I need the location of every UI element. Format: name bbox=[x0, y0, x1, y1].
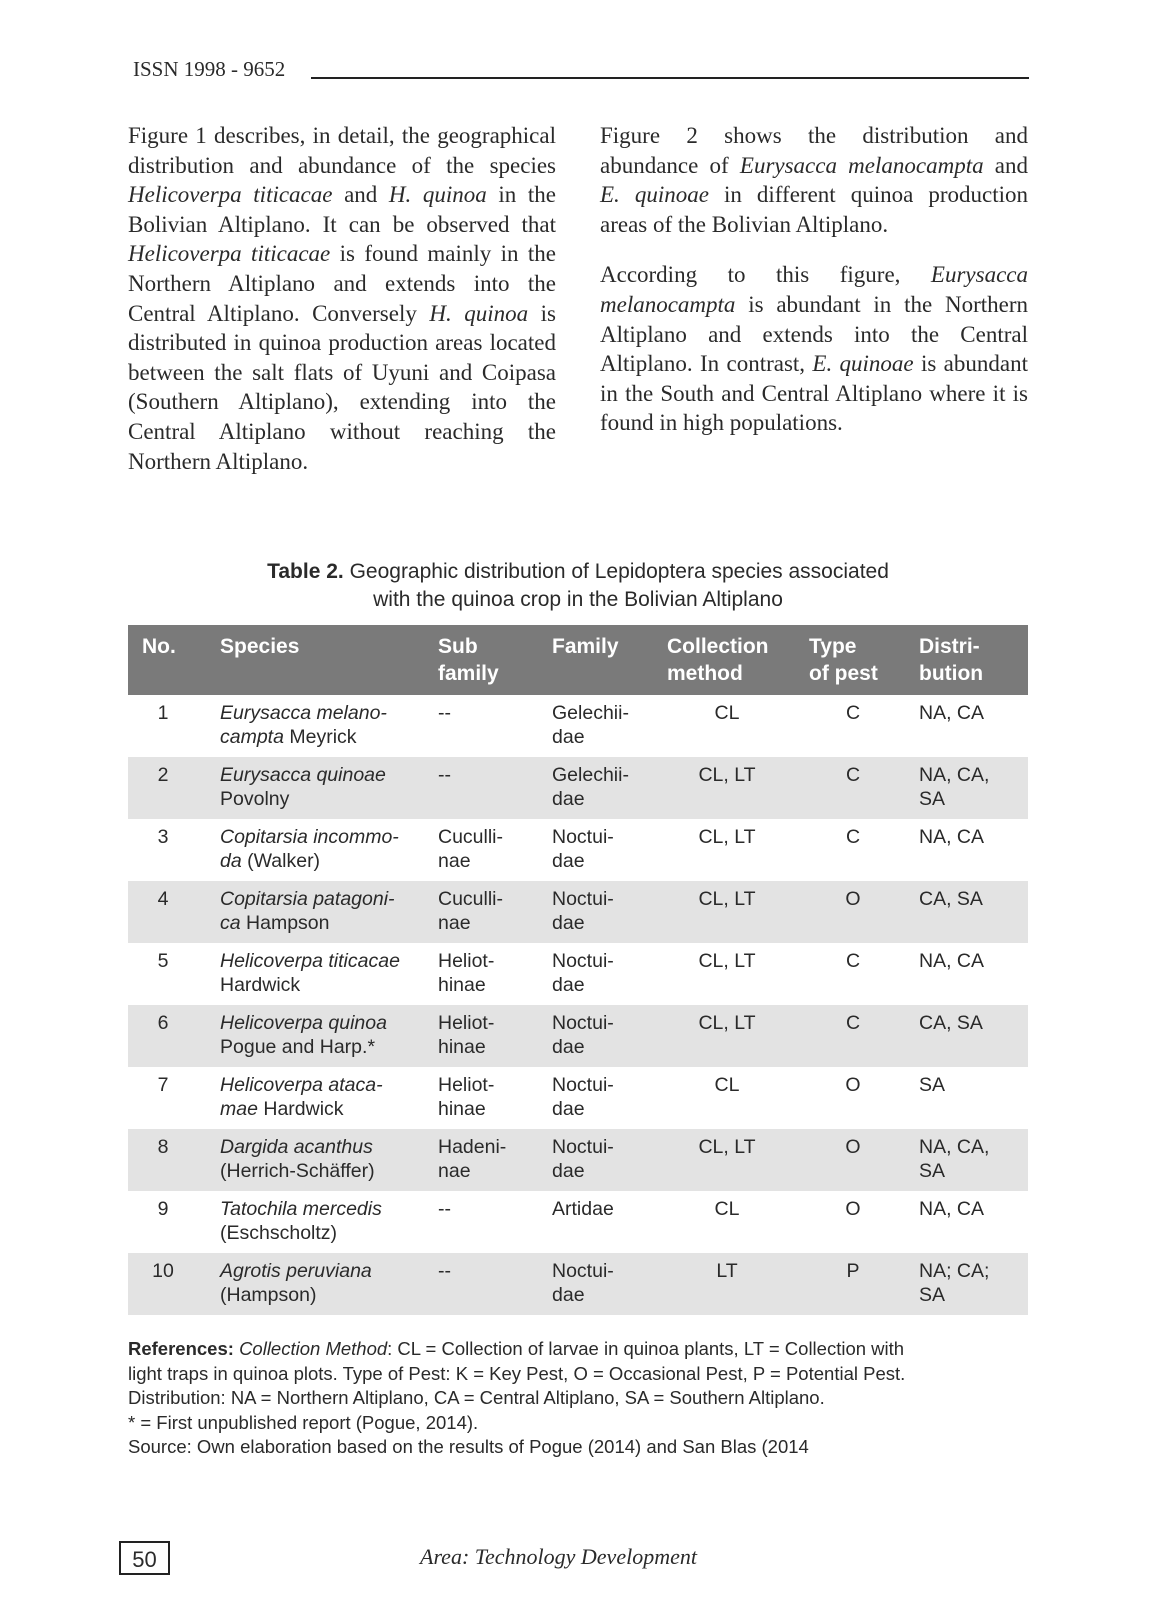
page-number: 50 bbox=[119, 1541, 170, 1575]
species-cell bbox=[206, 1129, 424, 1191]
cell-line: NA, CA bbox=[919, 1198, 985, 1220]
family-cell bbox=[538, 1191, 653, 1253]
row-number-cell: 4 bbox=[128, 881, 206, 943]
cell-line: Noctui- bbox=[552, 888, 614, 910]
table-row bbox=[128, 943, 1028, 1005]
subfamily-cell bbox=[424, 1005, 538, 1067]
pest-type-cell: O bbox=[795, 1129, 905, 1191]
text-run: ca bbox=[220, 912, 241, 934]
cell-line: NA, CA bbox=[919, 702, 985, 724]
note-line bbox=[128, 1435, 1028, 1460]
row-number-cell: 6 bbox=[128, 1005, 206, 1067]
family-cell bbox=[538, 695, 653, 757]
cell-line: family bbox=[438, 662, 499, 685]
cell-line: Noctui- bbox=[552, 1012, 614, 1034]
text-run: Tatochila mercedis bbox=[220, 1198, 382, 1220]
pest-type-cell: O bbox=[795, 881, 905, 943]
row-number-cell: 9 bbox=[157, 1198, 169, 1220]
text-run: Collection Method bbox=[239, 1338, 388, 1359]
row-number-cell: 2 bbox=[128, 757, 206, 819]
distribution-cell bbox=[905, 819, 1028, 881]
table-caption-line1: Geographic distribution of Lepidoptera species associated bbox=[343, 560, 889, 583]
collection-method-cell: CL, LT bbox=[698, 826, 756, 848]
text-run: E. quinoae bbox=[600, 182, 709, 208]
cell-line: CA, SA bbox=[919, 1012, 983, 1034]
collection-method-cell: CL, LT bbox=[698, 950, 756, 972]
note-line bbox=[128, 1411, 1028, 1436]
distribution-cell bbox=[905, 943, 1028, 1005]
text-run: Meyrick bbox=[283, 726, 357, 748]
cell-line: SA bbox=[919, 1160, 946, 1182]
cell-line: dae bbox=[552, 726, 585, 748]
cell-line: Noctui- bbox=[552, 1260, 614, 1282]
text-run: Helicoverpa titicacae bbox=[128, 182, 333, 208]
distribution-cell bbox=[905, 695, 1028, 757]
text-run: is found mainly in the Northern Altiplano and extends into the Central Altiplano. Conversely bbox=[128, 241, 556, 326]
subfamily-cell bbox=[424, 1191, 538, 1253]
distribution-cell bbox=[905, 1191, 1028, 1253]
text-run: Hardwick bbox=[220, 974, 301, 996]
family-cell bbox=[538, 1253, 653, 1315]
cell-line: nae bbox=[438, 850, 471, 872]
distribution-cell bbox=[905, 757, 1028, 819]
subfamily-cell bbox=[424, 757, 538, 819]
table-row bbox=[128, 1129, 1028, 1191]
text-run: Figure 1 describes, in detail, the geographical distribution and abundance of the species bbox=[128, 123, 556, 178]
cell-line: CA, SA bbox=[919, 888, 983, 910]
cell-line: Family bbox=[552, 635, 619, 658]
subfamily-cell bbox=[424, 819, 538, 881]
table-header-row bbox=[128, 625, 1028, 695]
column-header bbox=[128, 625, 206, 695]
cell-line: hinae bbox=[438, 1098, 486, 1120]
text-run: Dargida acanthus bbox=[220, 1136, 373, 1158]
body-paragraph bbox=[128, 121, 556, 476]
cell-line: -- bbox=[438, 1260, 451, 1282]
text-run: (Walker) bbox=[241, 850, 321, 872]
text-run: Agrotis peruviana bbox=[220, 1260, 372, 1282]
cell-line: SA bbox=[919, 1074, 946, 1096]
species-cell bbox=[206, 819, 424, 881]
subfamily-cell bbox=[424, 1067, 538, 1129]
text-run: Helicoverpa titicacae bbox=[128, 241, 331, 267]
cell-line: of pest bbox=[809, 662, 878, 685]
species-cell bbox=[206, 1191, 424, 1253]
column-header bbox=[795, 625, 905, 695]
note-line bbox=[128, 1386, 1028, 1411]
cell-line: Noctui- bbox=[552, 826, 614, 848]
cell-line: nae bbox=[438, 912, 471, 934]
species-cell bbox=[206, 1253, 424, 1315]
cell-line: Type bbox=[809, 635, 857, 658]
text-run: is abundant in the South and Central Altiplano where it is found in high populations. bbox=[600, 351, 1028, 436]
cell-line: nae bbox=[438, 1160, 471, 1182]
note-line bbox=[128, 1362, 1028, 1387]
text-run: H. quinoa bbox=[388, 182, 487, 208]
pest-type-cell: C bbox=[795, 1005, 905, 1067]
text-run: campta bbox=[220, 726, 284, 748]
collection-method-cell: CL, LT bbox=[653, 1005, 795, 1067]
pest-type-cell: O bbox=[845, 1198, 861, 1220]
distribution-cell bbox=[905, 1129, 1028, 1191]
collection-method-cell: CL bbox=[714, 1198, 740, 1220]
family-cell bbox=[538, 1005, 653, 1067]
cell-line: NA, CA bbox=[919, 950, 985, 972]
cell-line: No. bbox=[142, 635, 176, 658]
cell-line: -- bbox=[438, 764, 451, 786]
text-run: Pogue and Harp.* bbox=[220, 1036, 376, 1058]
cell-line: Heliot- bbox=[438, 950, 495, 972]
text-run: Hampson bbox=[240, 912, 330, 934]
cell-line: SA bbox=[919, 1284, 946, 1306]
text-run: According to this figure, bbox=[600, 262, 931, 288]
table-row bbox=[128, 695, 1028, 757]
family-cell bbox=[538, 819, 653, 881]
table-caption-line2: with the quinoa crop in the Bolivian Altiplano bbox=[373, 588, 783, 611]
text-run: Distribution: NA = Northern Altiplano, CA = Central Altiplano, SA = Southern Altiplano. bbox=[128, 1387, 825, 1408]
cell-line: Noctui- bbox=[552, 950, 614, 972]
text-run: Copitarsia patagoni- bbox=[220, 888, 395, 910]
cell-line: Cuculli- bbox=[438, 888, 504, 910]
cell-line: dae bbox=[552, 850, 585, 872]
cell-line: SA bbox=[919, 788, 946, 810]
note-line bbox=[128, 1337, 1028, 1362]
right-text-column bbox=[600, 121, 1028, 438]
cell-line: dae bbox=[552, 1098, 585, 1120]
cell-line: hinae bbox=[438, 1036, 486, 1058]
family-cell bbox=[538, 757, 653, 819]
cell-line: Sub bbox=[438, 635, 478, 658]
species-cell bbox=[206, 1067, 424, 1129]
footer-area-label: Area: Technology Development bbox=[420, 1544, 697, 1569]
cell-line: NA; CA; bbox=[919, 1260, 990, 1282]
collection-method-cell: CL, LT bbox=[653, 881, 795, 943]
cell-line: Cuculli- bbox=[438, 826, 504, 848]
species-cell bbox=[206, 757, 424, 819]
row-number-cell: 8 bbox=[128, 1129, 206, 1191]
text-run: (Herrich-Schäffer) bbox=[220, 1160, 375, 1182]
subfamily-cell bbox=[424, 1129, 538, 1191]
pest-type-cell: C bbox=[845, 826, 861, 848]
column-header bbox=[905, 625, 1028, 695]
species-cell bbox=[206, 943, 424, 1005]
cell-line: -- bbox=[438, 1198, 451, 1220]
left-text-column bbox=[128, 121, 556, 476]
table-row bbox=[128, 819, 1028, 881]
body-paragraph bbox=[600, 121, 1028, 239]
cell-line: NA, CA, bbox=[919, 764, 990, 786]
family-cell bbox=[538, 1129, 653, 1191]
row-number-cell: 7 bbox=[157, 1074, 169, 1096]
text-run: E. quinoae bbox=[812, 351, 914, 377]
cell-line: Species bbox=[220, 635, 300, 658]
table-row bbox=[128, 1253, 1028, 1315]
table-row bbox=[128, 881, 1028, 943]
cell-line: method bbox=[667, 662, 743, 685]
cell-line: Hadeni- bbox=[438, 1136, 507, 1158]
collection-method-cell: LT bbox=[653, 1253, 795, 1315]
column-header bbox=[424, 625, 538, 695]
row-number-cell: 3 bbox=[157, 826, 169, 848]
cell-line: dae bbox=[552, 788, 585, 810]
text-run: Helicoverpa quinoa bbox=[220, 1012, 387, 1034]
species-distribution-table bbox=[128, 625, 1028, 1315]
pest-type-cell: C bbox=[845, 950, 861, 972]
text-run: Figure 2 shows the distribution and abundance of bbox=[600, 123, 1028, 178]
table-row bbox=[128, 1067, 1028, 1129]
cell-line: Gelechii- bbox=[552, 702, 629, 724]
collection-method-cell: CL, LT bbox=[653, 757, 795, 819]
text-run: References: bbox=[128, 1338, 234, 1359]
family-cell bbox=[538, 1067, 653, 1129]
table-caption-label: Table 2. bbox=[267, 560, 344, 583]
text-run: : CL = Collection of larvae in quinoa plants, LT = Collection with bbox=[387, 1338, 905, 1359]
subfamily-cell bbox=[424, 1253, 538, 1315]
text-run: is distributed in quinoa production areas located between the salt flats of Uyuni and Coipasa (Southern Altiplano), extending into the Central Altiplano without reaching the Northern Altiplano. bbox=[128, 300, 556, 474]
text-run: Povolny bbox=[220, 788, 290, 810]
cell-line: bution bbox=[919, 662, 984, 685]
text-run: Hardwick bbox=[257, 1098, 344, 1120]
text-run: in the Bolivian Altiplano. It can be observed that bbox=[128, 182, 556, 237]
text-run: in different quinoa production areas of the Bolivian Altiplano. bbox=[600, 182, 1028, 237]
collection-method-cell: CL bbox=[714, 1074, 740, 1096]
table-row bbox=[128, 1191, 1028, 1253]
cell-line: Distri- bbox=[919, 635, 980, 658]
table-notes bbox=[128, 1337, 1028, 1460]
row-number-cell: 5 bbox=[157, 950, 169, 972]
collection-method-cell: CL bbox=[714, 702, 740, 724]
column-header bbox=[538, 625, 653, 695]
text-run: H. quinoa bbox=[429, 300, 529, 326]
cell-line: Heliot- bbox=[438, 1012, 495, 1034]
column-header bbox=[653, 625, 795, 695]
distribution-cell bbox=[905, 1253, 1028, 1315]
column-header bbox=[206, 625, 424, 695]
family-cell bbox=[538, 881, 653, 943]
distribution-cell bbox=[905, 881, 1028, 943]
cell-line: Heliot- bbox=[438, 1074, 495, 1096]
text-run: Eurysacca melano- bbox=[220, 702, 387, 724]
species-cell bbox=[206, 1005, 424, 1067]
cell-line: NA, CA bbox=[919, 826, 985, 848]
text-run: (Hampson) bbox=[220, 1284, 317, 1306]
row-number-cell: 10 bbox=[128, 1253, 206, 1315]
table-body bbox=[128, 695, 1028, 1315]
pest-type-cell: C bbox=[795, 757, 905, 819]
subfamily-cell bbox=[424, 881, 538, 943]
header-rule bbox=[311, 77, 1029, 79]
distribution-cell bbox=[905, 1067, 1028, 1129]
text-run: Source: Own elaboration based on the results of Pogue (2014) and San Blas (2014 bbox=[128, 1436, 809, 1457]
running-header bbox=[133, 56, 1029, 82]
text-run: da bbox=[220, 850, 242, 872]
cell-line: Noctui- bbox=[552, 1136, 614, 1158]
species-cell bbox=[206, 881, 424, 943]
cell-line: -- bbox=[438, 702, 451, 724]
cell-line: dae bbox=[552, 912, 585, 934]
pest-type-cell: P bbox=[795, 1253, 905, 1315]
distribution-cell bbox=[905, 1005, 1028, 1067]
species-cell bbox=[206, 695, 424, 757]
collection-method-cell: CL, LT bbox=[653, 1129, 795, 1191]
text-run: * = First unpublished report (Pogue, 2014). bbox=[128, 1411, 479, 1433]
row-number-cell: 1 bbox=[157, 702, 169, 724]
pest-type-cell: O bbox=[845, 1074, 861, 1096]
cell-line: dae bbox=[552, 1160, 585, 1182]
text-run: Helicoverpa ataca- bbox=[220, 1074, 383, 1096]
text-run: Eurysacca melanocampta bbox=[739, 152, 984, 178]
table-caption bbox=[128, 558, 1028, 614]
text-run: and bbox=[332, 182, 389, 208]
pest-type-cell: C bbox=[845, 702, 861, 724]
cell-line: NA, CA, bbox=[919, 1136, 990, 1158]
table-row bbox=[128, 1005, 1028, 1067]
cell-line: dae bbox=[552, 974, 585, 996]
text-run: mae bbox=[220, 1098, 258, 1120]
issn-label: ISSN 1998 - 9652 bbox=[133, 57, 286, 81]
text-run: light traps in quinoa plots. Type of Pest: K = Key Pest, O = Occasional Pest, P = Potential Pest. bbox=[128, 1362, 906, 1384]
text-run: is abundant in the Northern Altiplano and extends into the Central Altiplano. In contrast, bbox=[600, 291, 1028, 377]
cell-line: dae bbox=[552, 1036, 585, 1058]
text-run: Eurysacca melanocampta bbox=[600, 262, 1028, 317]
subfamily-cell bbox=[424, 943, 538, 1005]
family-cell bbox=[538, 943, 653, 1005]
table-row bbox=[128, 757, 1028, 819]
cell-line: hinae bbox=[438, 974, 486, 996]
text-run: Eurysacca quinoae bbox=[220, 764, 386, 786]
subfamily-cell bbox=[424, 695, 538, 757]
cell-line: Gelechii- bbox=[552, 764, 629, 786]
text-run: (Eschscholtz) bbox=[220, 1222, 338, 1244]
cell-line: dae bbox=[552, 1284, 585, 1306]
text-run: Helicoverpa titicacae bbox=[220, 950, 400, 972]
body-paragraph bbox=[600, 260, 1028, 438]
cell-line: Collection bbox=[667, 635, 769, 658]
text-run: Copitarsia incommo- bbox=[220, 826, 399, 848]
text-run: and bbox=[983, 152, 1028, 178]
cell-line: Artidae bbox=[552, 1198, 614, 1220]
cell-line: Noctui- bbox=[552, 1074, 614, 1096]
